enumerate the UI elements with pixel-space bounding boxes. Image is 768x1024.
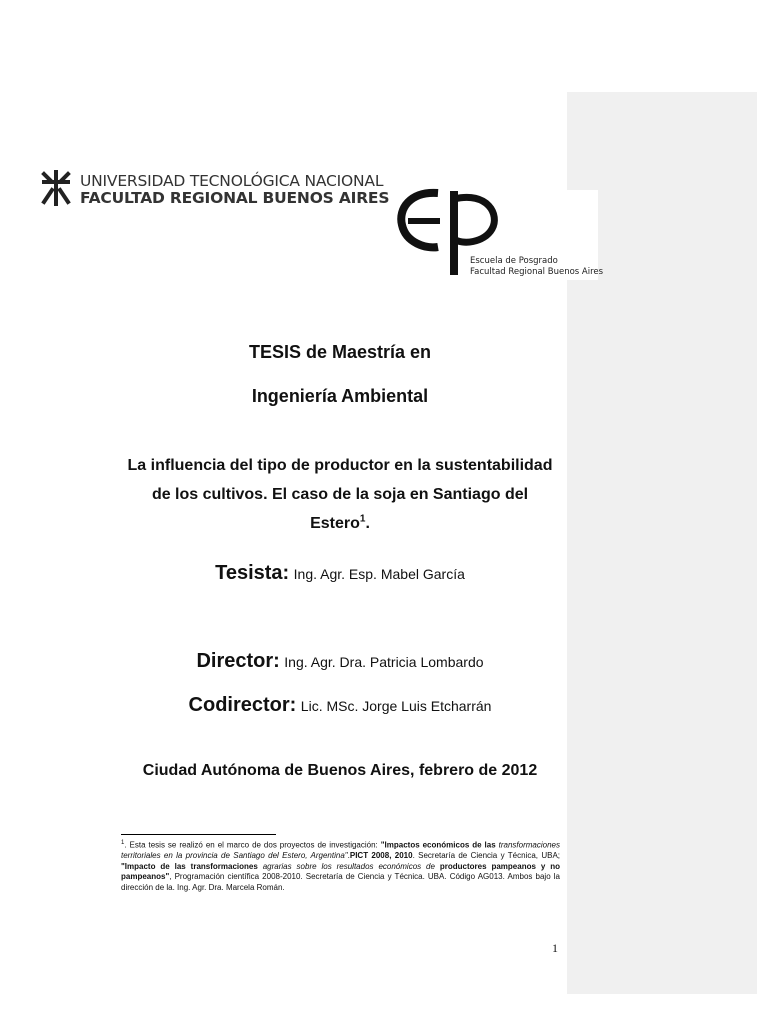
utn-emblem-icon	[40, 170, 72, 206]
subtitle-line3	[110, 509, 570, 538]
codirector-name: Lic. MSc. Jorge Luis Etcharrán	[300, 698, 492, 714]
subtitle-end: .	[365, 515, 370, 532]
director-name: Ing. Agr. Dra. Patricia Lombardo	[284, 654, 484, 670]
thesis-title-line2: Ingeniería Ambiental	[251, 386, 429, 406]
ep-logo	[396, 185, 606, 285]
footnote-text-2: .	[347, 851, 350, 861]
footnote-text-4: , Programación científica 2008-2010. Secretaría de Ciencia y Técnica. UBA. Código AG013. Ambos bajo la dirección de la. Ing. Agr. Dra. Marcela Román.	[121, 872, 560, 892]
footnote-number: 1	[121, 840, 125, 846]
utn-name-line1: UNIVERSIDAD TECNOLÓGICA NACIONAL	[80, 172, 384, 190]
footnote-project1-title: "Impactos económicos de las	[380, 840, 496, 850]
thesis-title-line1: TESIS de Maestría en	[248, 342, 432, 362]
thesis-subtitle	[110, 451, 570, 538]
director-line	[110, 650, 570, 673]
footnote-pict: PICT 2008, 2010	[349, 851, 413, 861]
utn-name-line2: FACULTAD REGIONAL BUENOS AIRES	[80, 189, 390, 207]
footnote-project2-title: "Impacto de las transformaciones	[121, 861, 258, 871]
codirector-line	[110, 694, 570, 717]
tesista-label: Tesista:	[215, 562, 290, 584]
subtitle-line3-text: Estero	[310, 515, 360, 532]
footnote-text-3: . Secretaría de Ciencia y Técnica, UBA;	[412, 851, 560, 861]
footnote-reference: 1	[359, 513, 366, 525]
footnote-project1-title-italic: transformaciones territoriales en la provincia de Santiago del Estero, Argentina"	[121, 840, 560, 861]
subtitle-line1: La influencia del tipo de productor en la sustentabilidad	[127, 457, 553, 474]
ep-faculty-name: Facultad Regional Buenos Aires	[470, 267, 604, 277]
footnote	[121, 838, 560, 893]
footnote-project2-title-italic: agrarias sobre los resultados económicos de	[257, 861, 440, 871]
utn-logo	[40, 170, 390, 210]
footnote-separator	[121, 834, 276, 835]
footnote-text-1: . Esta tesis se realizó en el marco de dos proyectos de investigación:	[124, 840, 381, 850]
subtitle-line2: de los cultivos. El caso de la soja en Santiago del	[151, 486, 529, 503]
tesista-name: Ing. Agr. Esp. Mabel García	[293, 566, 465, 582]
codirector-label: Codirector:	[188, 694, 297, 716]
director-label: Director:	[196, 650, 280, 672]
tesista-line	[110, 562, 570, 585]
place-and-date: Ciudad Autónoma de Buenos Aires, febrero de 2012	[142, 762, 538, 779]
footnote-project2-title-end: productores pampeanos y no pampeanos"	[121, 861, 560, 882]
ep-school-name: Escuela de Posgrado	[470, 256, 558, 266]
page-number: 1	[552, 941, 558, 955]
